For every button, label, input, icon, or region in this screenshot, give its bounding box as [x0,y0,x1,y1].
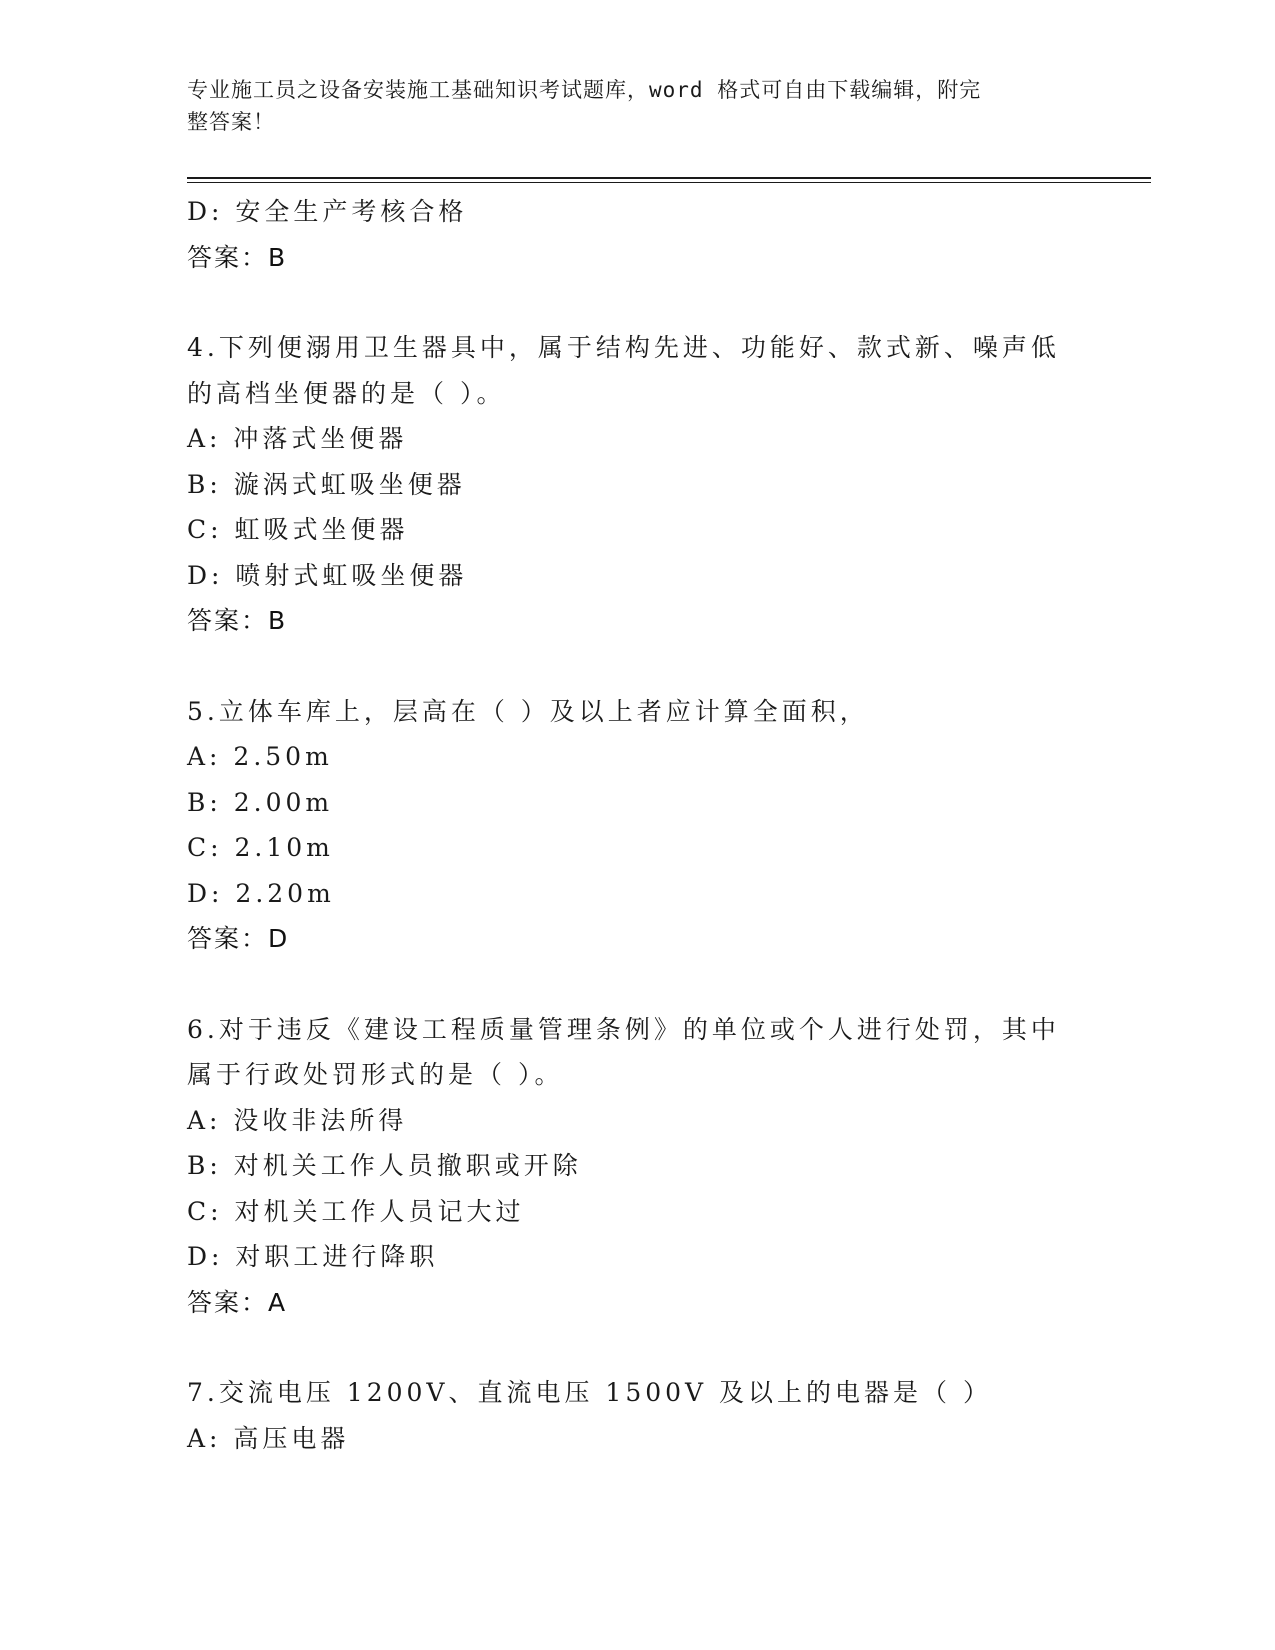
option-c: C: 对机关工作人员记大过 [187,1196,525,1226]
option-b: B: 2.00m [187,787,334,817]
option-a: A: 冲落式坐便器 [187,424,408,453]
spacer [187,1325,1087,1370]
option-d: D: 安全生产考核合格 [187,197,468,226]
option-d: D: 2.20m [187,878,335,908]
answer-line: 答案：A [187,1287,288,1317]
question-stem: 7.交流电压 1200V、直流电压 1500V 及以上的电器是（ ） [187,1378,992,1407]
question-3-tail [187,189,1087,280]
question-stem: 6.对于违反《建设工程质量管理条例》的单位或个人进行处罚，其中 [187,1014,1060,1044]
question-stem: 4.下列便溺用卫生器具中，属于结构先进、功能好、款式新、噪声低 [187,333,1060,362]
option-a: A: 没收非法所得 [187,1105,408,1135]
question-stem-continued: 的高档坐便器的是（ ）。 [187,378,506,408]
question-list [187,189,1087,1461]
spacer [187,280,1087,325]
option-a: A: 高压电器 [187,1423,350,1453]
question-stem-continued: 属于行政处罚形式的是（ ）。 [187,1060,564,1089]
spacer [187,644,1087,689]
answer-line: 答案：B [187,606,288,635]
answer-line: 答案：D [187,924,290,953]
answer-line: 答案：B [187,242,288,272]
header-line-2: 整答案！ [187,110,275,134]
question-7 [187,1370,1087,1461]
option-d: D: 对职工进行降职 [187,1242,439,1271]
option-c: C: 2.10m [187,833,334,862]
header-line-1: 专业施工员之设备安装施工基础知识考试题库，word 格式可自由下载编辑，附完 [187,78,982,102]
question-5 [187,689,1087,962]
option-a: A: 2.50m [187,742,333,771]
question-stem: 5.立体车库上，层高在（ ）及以上者应计算全面积， [187,696,869,726]
header-divider-thick [187,177,1151,179]
question-6 [187,1007,1087,1326]
option-b: B: 对机关工作人员撤职或开除 [187,1151,582,1180]
document-header [187,74,1067,138]
question-4 [187,325,1087,644]
option-d: D: 喷射式虹吸坐便器 [187,560,468,590]
option-b: B: 漩涡式虹吸坐便器 [187,469,466,499]
spacer [187,962,1087,1007]
option-c: C: 虹吸式坐便器 [187,515,409,544]
header-divider-thin [187,182,1151,183]
